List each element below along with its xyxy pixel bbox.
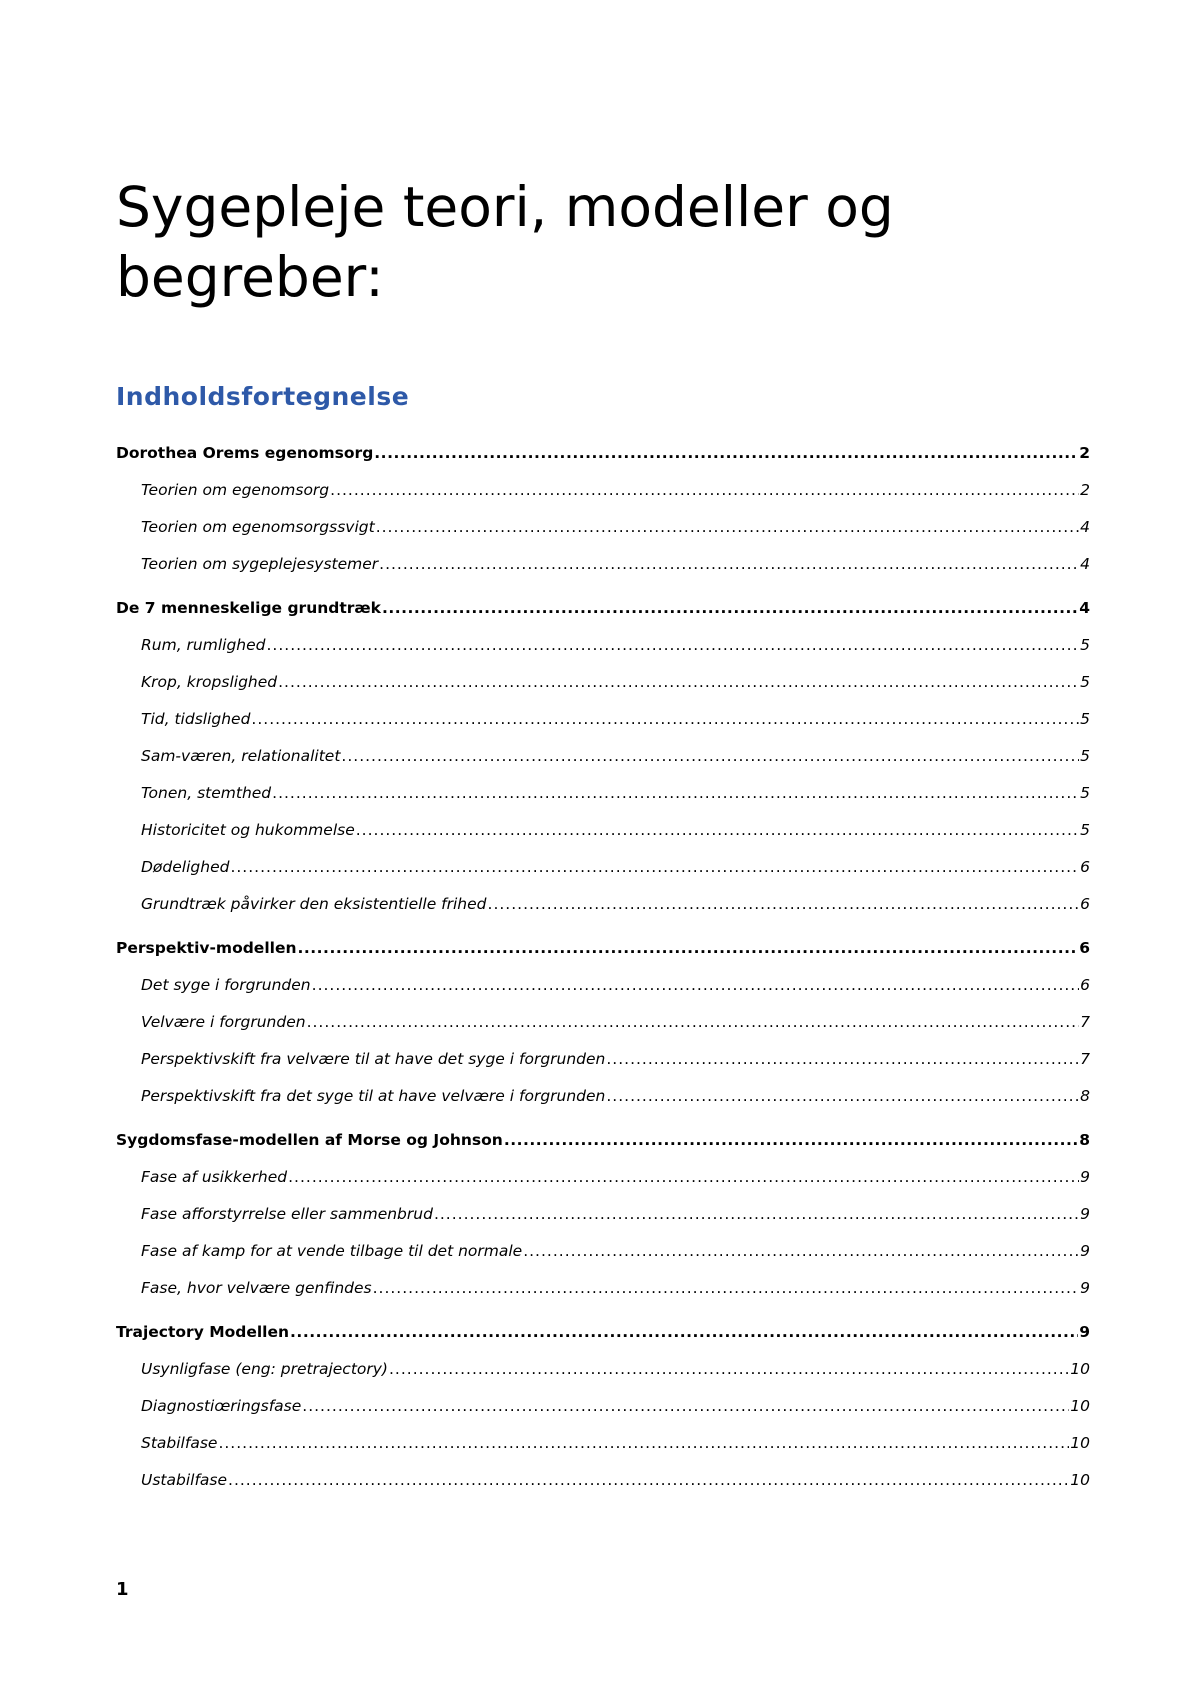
toc-dot-leader [298,937,1079,959]
toc-entry-subsection[interactable] [116,1166,1090,1192]
toc-dot-leader [523,1240,1079,1262]
toc-entry-label: Fase af usikkerhed [141,1168,288,1186]
toc-heading: Indholdsfortegnelse [116,382,410,411]
toc-entry-label: Dorothea Orems egenomsorg [116,444,374,462]
toc-entry-page-number: 5 [1080,747,1090,765]
toc-dot-leader [374,442,1078,464]
toc-entry-section[interactable] [116,442,1090,468]
toc-entry-label: Tid, tidslighed [141,710,251,728]
toc-entry-page-number: 5 [1080,673,1090,691]
toc-entry-page-number: 9 [1080,1279,1090,1297]
toc-dot-leader [606,1048,1079,1070]
toc-dot-leader [230,856,1079,878]
toc-entry-page-number: 10 [1070,1360,1090,1378]
toc-entry-label: Stabilfase [141,1434,218,1452]
toc-entry-subsection[interactable] [116,708,1090,734]
toc-dot-leader [373,1277,1080,1299]
toc-dot-leader [267,634,1080,656]
toc-entry-section[interactable] [116,1321,1090,1347]
toc-entry-page-number: 6 [1080,895,1090,913]
toc-dot-leader [389,1358,1069,1380]
toc-entry-subsection[interactable] [116,1085,1090,1111]
toc-entry-label: Usynligfase (eng: pretrajectory) [141,1360,388,1378]
toc-entry-label: Rum, rumlighed [141,636,266,654]
toc-entry-label: Fase af kamp for at vende tilbage til det normale [141,1242,523,1260]
toc-entry-page-number: 5 [1080,821,1090,839]
toc-entry-page-number: 4 [1080,555,1090,573]
toc-entry-section[interactable] [116,1129,1090,1155]
toc-entry-subsection[interactable] [116,1358,1090,1384]
toc-entry-page-number: 4 [1080,518,1090,536]
toc-entry-label: Perspektiv-modellen [116,939,297,957]
toc-entry-subsection[interactable] [116,1011,1090,1037]
toc-entry-subsection[interactable] [116,553,1090,579]
toc-entry-label: Tonen, stemthed [141,784,272,802]
toc-dot-leader [606,1085,1079,1107]
toc-entry-subsection[interactable] [116,1395,1090,1421]
toc-entry-label: Sygdomsfase-modellen af Morse og Johnson [116,1131,503,1149]
toc-entry-page-number: 9 [1080,1242,1090,1260]
toc-entry-label: Dødelighed [141,858,230,876]
toc-entry-page-number: 7 [1080,1013,1090,1031]
toc-entry-section[interactable] [116,597,1090,623]
toc-entry-label: Perspektivskift fra velvære til at have det syge i forgrunden [141,1050,606,1068]
toc-entry-label: De 7 menneskelige grundtræk [116,599,381,617]
toc-entry-page-number: 8 [1080,1087,1090,1105]
toc-entry-page-number: 5 [1080,784,1090,802]
toc-entry-page-number: 2 [1080,481,1090,499]
toc-dot-leader [356,819,1079,841]
toc-entry-page-number: 5 [1080,636,1090,654]
toc-entry-page-number: 7 [1080,1050,1090,1068]
toc-entry-subsection[interactable] [116,671,1090,697]
toc-entry-subsection[interactable] [116,745,1090,771]
toc-dot-leader [290,1321,1078,1343]
toc-entry-subsection[interactable] [116,1048,1090,1074]
toc-entry-label: Fase afforstyrrelse eller sammenbrud [141,1205,433,1223]
toc-dot-leader [288,1166,1079,1188]
toc-entry-page-number: 5 [1080,710,1090,728]
toc-dot-leader [382,597,1078,619]
document-title [116,172,1116,312]
toc-entry-page-number: 4 [1079,599,1090,617]
toc-dot-leader [302,1395,1069,1417]
toc-entry-page-number: 10 [1070,1471,1090,1489]
toc-dot-leader [376,516,1079,538]
toc-entry-page-number: 2 [1079,444,1090,462]
toc-entry-section[interactable] [116,937,1090,963]
toc-dot-leader [504,1129,1078,1151]
toc-entry-label: Diagnostiœringsfase [141,1397,302,1415]
toc-dot-leader [307,1011,1080,1033]
toc-entry-label: Trajectory Modellen [116,1323,290,1341]
toc-entry-subsection[interactable] [116,856,1090,882]
toc-entry-subsection[interactable] [116,819,1090,845]
toc-entry-page-number: 8 [1079,1131,1090,1149]
toc-dot-leader [341,745,1079,767]
toc-entry-page-number: 10 [1070,1397,1090,1415]
toc-entry-page-number: 9 [1080,1205,1090,1223]
toc-dot-leader [228,1469,1069,1491]
toc-entry-label: Teorien om egenomsorg [141,481,330,499]
toc-entry-subsection[interactable] [116,634,1090,660]
document-title-line-1: Sygepleje teori, modeller og [116,175,894,239]
toc-entry-subsection[interactable] [116,1203,1090,1229]
toc-entry-subsection[interactable] [116,893,1090,919]
page-number: 1 [116,1579,129,1600]
toc-entry-label: Det syge i forgrunden [141,976,311,994]
toc-entry-page-number: 6 [1080,858,1090,876]
toc-entry-page-number: 6 [1080,976,1090,994]
toc-entry-label: Ustabilfase [141,1471,228,1489]
toc-entry-subsection[interactable] [116,1277,1090,1303]
toc-entry-subsection[interactable] [116,1432,1090,1458]
toc-entry-label: Teorien om sygeplejesystemer [141,555,379,573]
toc-entry-page-number: 9 [1079,1323,1090,1341]
toc-entry-label: Krop, kropslighed [141,673,278,691]
toc-entry-page-number: 9 [1080,1168,1090,1186]
toc-entry-subsection[interactable] [116,1469,1090,1495]
toc-entry-subsection[interactable] [116,974,1090,1000]
toc-dot-leader [278,671,1079,693]
toc-dot-leader [272,782,1079,804]
toc-entry-label: Velvære i forgrunden [141,1013,306,1031]
toc-dot-leader [434,1203,1079,1225]
toc-entry-page-number: 6 [1079,939,1090,957]
table-of-contents [116,442,1090,1495]
toc-entry-subsection[interactable] [116,782,1090,808]
toc-entry-subsection[interactable] [116,516,1090,542]
toc-dot-leader [251,708,1079,730]
toc-entry-subsection[interactable] [116,1240,1090,1266]
toc-entry-subsection[interactable] [116,479,1090,505]
toc-entry-label: Fase, hvor velvære genfindes [141,1279,372,1297]
toc-entry-label: Perspektivskift fra det syge til at have velvære i forgrunden [141,1087,606,1105]
toc-entry-label: Grundtræk påvirker den eksistentielle frihed [141,895,487,913]
toc-dot-leader [379,553,1079,575]
toc-dot-leader [218,1432,1069,1454]
toc-dot-leader [488,893,1080,915]
toc-dot-leader [330,479,1079,501]
toc-entry-page-number: 10 [1070,1434,1090,1452]
toc-entry-label: Sam-væren, relationalitet [141,747,341,765]
document-title-line-2: begreber: [116,245,384,309]
toc-dot-leader [312,974,1079,996]
toc-entry-label: Teorien om egenomsorgssvigt [141,518,375,536]
toc-entry-label: Historicitet og hukommelse [141,821,355,839]
